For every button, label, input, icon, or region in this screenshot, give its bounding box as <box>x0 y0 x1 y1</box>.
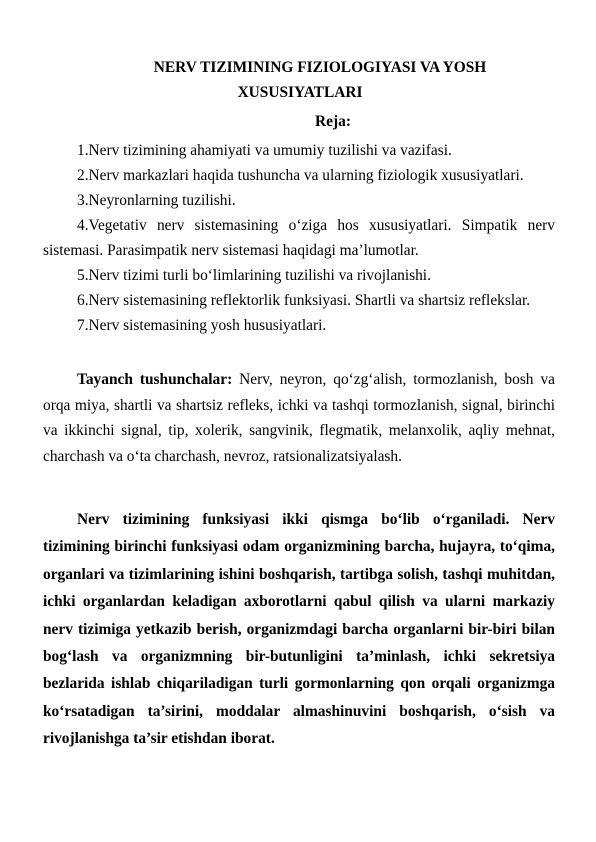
key-terms-text: Nerv, neyron, qo‘zg‘alish, tormozlanish, bosh va orqa miya, shartli va shartsiz refleks, ichki va tashqi tormozlanish, signal, birinchi va ikkinchi signal, tip, xolerik, sangvinik, flegmatik, melanxolik, aqliy mehnat, charchash va o‘ta charchash, nevroz, ratsionalizatsiyalash. <box>43 371 555 465</box>
plan-item-5: 5.Nerv tizimi turli bo‘limlarining tuzilishi va rivojlanishi. <box>77 267 431 284</box>
plan-list <box>43 138 555 338</box>
plan-item-4: 4.Vegetativ nerv sistemasining o‘ziga hos xususiyatlari. Simpatik nerv sistemasi. Parasimpatik nerv sistemasi haqidagi ma’lumotlar. <box>43 217 555 259</box>
main-paragraph: Nerv tizimining funksiyasi ikki qismga bo‘lib o‘rganiladi. Nerv tizimining birinchi funksiyasi odam organizmining barcha, hujayra, to‘qima, organlari va tizimlarining ishini boshqarish, tartibga solish, tashqi muhitdan, ichki organlardan keladigan axborotlarni qabul qilish va ularni markaziy nerv tizimiga yetkazib berish, organizmdagi barcha organlarni bir-biri bilan bog‘lash va organizmning bir-butunligini ta’minlash, ichki sekretsiya bezlarida ishlab chiqariladigan turli gormonlarning qon orqali organizmga ko‘rsatadigan ta’sirini, moddalar almashinuvini boshqarish, o‘sish va rivojlanishga ta’sir etishdan iborat. <box>43 511 555 748</box>
plan-item-6: 6.Nerv sistemasining reflektorlik funksiyasi. Shartli va shartsiz reflekslar. <box>77 292 531 309</box>
key-terms-label: Tayanch tushunchalar: <box>77 371 233 388</box>
title-line-1: NERV TIZIMINING FIZIOLOGIYASI VA YOSH <box>153 59 487 76</box>
plan-heading: Reja: <box>315 113 351 130</box>
plan-item-2: 2.Nerv markazlari haqida tushuncha va ularning fiziologik xususiyatlari. <box>77 167 524 184</box>
document-title <box>40 55 560 105</box>
plan-item-7: 7.Nerv sistemasining yosh hususiyatlari. <box>77 317 327 334</box>
plan-item-3: 3.Neyronlarning tuzilishi. <box>77 192 236 209</box>
key-terms-paragraph <box>43 367 555 469</box>
title-line-2: XUSUSIYATLARI <box>237 84 363 101</box>
plan-item-1: 1.Nerv tizimining ahamiyati va umumiy tuzilishi va vazifasi. <box>77 142 452 159</box>
